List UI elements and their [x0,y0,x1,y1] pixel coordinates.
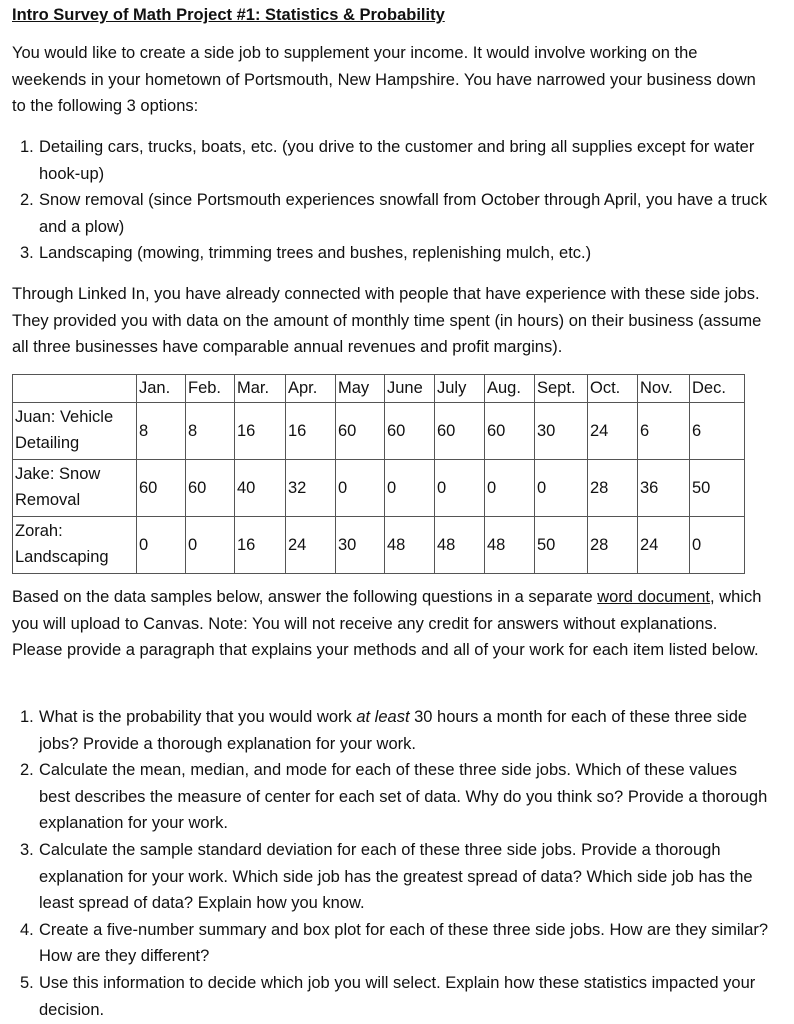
table-cell: 0 [535,460,588,517]
table-cell: 0 [137,517,186,574]
table-cell: 0 [435,460,485,517]
question-item: 2. Calculate the mean, median, and mode for each of these three side jobs. Which of these values best describes the measure of center for each set of data. Why do you think so? Provide a thorough explanation for your work. [20,761,768,833]
table-cell: 60 [485,403,535,460]
table-cell: 16 [235,403,286,460]
table-header-row [13,375,745,403]
question-item: 1. What is the probability that you would work at least 30 hours a month for each of these three side jobs? Provide a thorough explanation for your work. [20,708,748,753]
row-label: Juan: Vehicle Detailing [13,403,137,460]
table-cell: 24 [588,403,638,460]
table-cell: 60 [385,403,435,460]
question-item: 3. Calculate the sample standard deviation for each of these three side jobs. Provide a thorough explanation for your work. Which side job has the greatest spread of data? Which side job has the least spread of data? Explain how you know. [20,840,753,913]
month-header: Nov. [638,375,690,403]
table-cell: 32 [286,460,336,517]
table-cell: 30 [336,517,385,574]
month-header: Aug. [485,375,535,403]
table-corner-cell [13,375,137,403]
questions-list [12,704,772,1023]
table-cell: 48 [485,517,535,574]
table-row [13,517,745,574]
table-cell: 48 [435,517,485,574]
table-cell: 0 [336,460,385,517]
table-cell: 60 [186,460,235,517]
table-cell: 6 [690,403,745,460]
month-header: Mar. [235,375,286,403]
table-cell: 16 [286,403,336,460]
table-row [13,460,745,517]
month-header: Apr. [286,375,336,403]
table-cell: 28 [588,460,638,517]
instructions-paragraph: Based on the data samples below, answer the following questions in a separate word document, which you will upload to Canvas. Note: You will not receive any credit for answers without explanations. Please provide a paragraph that explains your methods and all of your work for each item listed below. [12,588,762,660]
month-header: Dec. [690,375,745,403]
row-label: Zorah: Landscaping [13,517,137,574]
table-cell: 60 [336,403,385,460]
word-document-text: word document [597,588,711,606]
table-cell: 60 [137,460,186,517]
context-paragraph: Through Linked In, you have already connected with people that have experience with these side jobs. They provided you with data on the amount of monthly time spent (in hours) on their business (assume all three businesses have comparable annual revenues and profit margins). [12,285,762,357]
table-cell: 36 [638,460,690,517]
option-item: 1. Detailing cars, trucks, boats, etc. (you drive to the customer and bring all supplies except for water hook-up) [20,138,755,183]
table-cell: 30 [535,403,588,460]
table-cell: 16 [235,517,286,574]
month-header: Feb. [186,375,235,403]
table-cell: 24 [286,517,336,574]
month-header: June [385,375,435,403]
option-item: 2. Snow removal (since Portsmouth experiences snowfall from October through April, you have a truck and a plow) [20,191,768,236]
table-cell: 8 [186,403,235,460]
document-title: Intro Survey of Math Project #1: Statistics & Probability [12,6,445,24]
table-cell: 8 [137,403,186,460]
month-header: July [435,375,485,403]
table-cell: 0 [186,517,235,574]
month-header: Jan. [137,375,186,403]
option-item: 3. Landscaping (mowing, trimming trees and bushes, replenishing mulch, etc.) [20,244,592,263]
row-label: Jake: Snow Removal [13,460,137,517]
table-cell: 0 [690,517,745,574]
question-item: 4. Create a five-number summary and box plot for each of these three side jobs. How are they similar? How are they different? [20,920,769,966]
table-row [13,403,745,460]
intro-paragraph: You would like to create a side job to supplement your income. It would involve working on the weekends in your hometown of Portsmouth, New Hampshire. You have narrowed your business down to the following 3 options: [12,44,756,116]
table-cell: 48 [385,517,435,574]
table-cell: 40 [235,460,286,517]
table-cell: 50 [535,517,588,574]
table-cell: 60 [435,403,485,460]
month-header: May [336,375,385,403]
table-cell: 0 [485,460,535,517]
question-item: 5. Use this information to decide which job you will select. Explain how these statistics impacted your decision. [20,973,756,1019]
month-header: Oct. [588,375,638,403]
table-cell: 24 [638,517,690,574]
table-cell: 28 [588,517,638,574]
options-list [12,134,772,267]
table-cell: 0 [385,460,435,517]
table-cell: 6 [638,403,690,460]
table-cell: 50 [690,460,745,517]
hours-table [12,374,745,574]
month-header: Sept. [535,375,588,403]
